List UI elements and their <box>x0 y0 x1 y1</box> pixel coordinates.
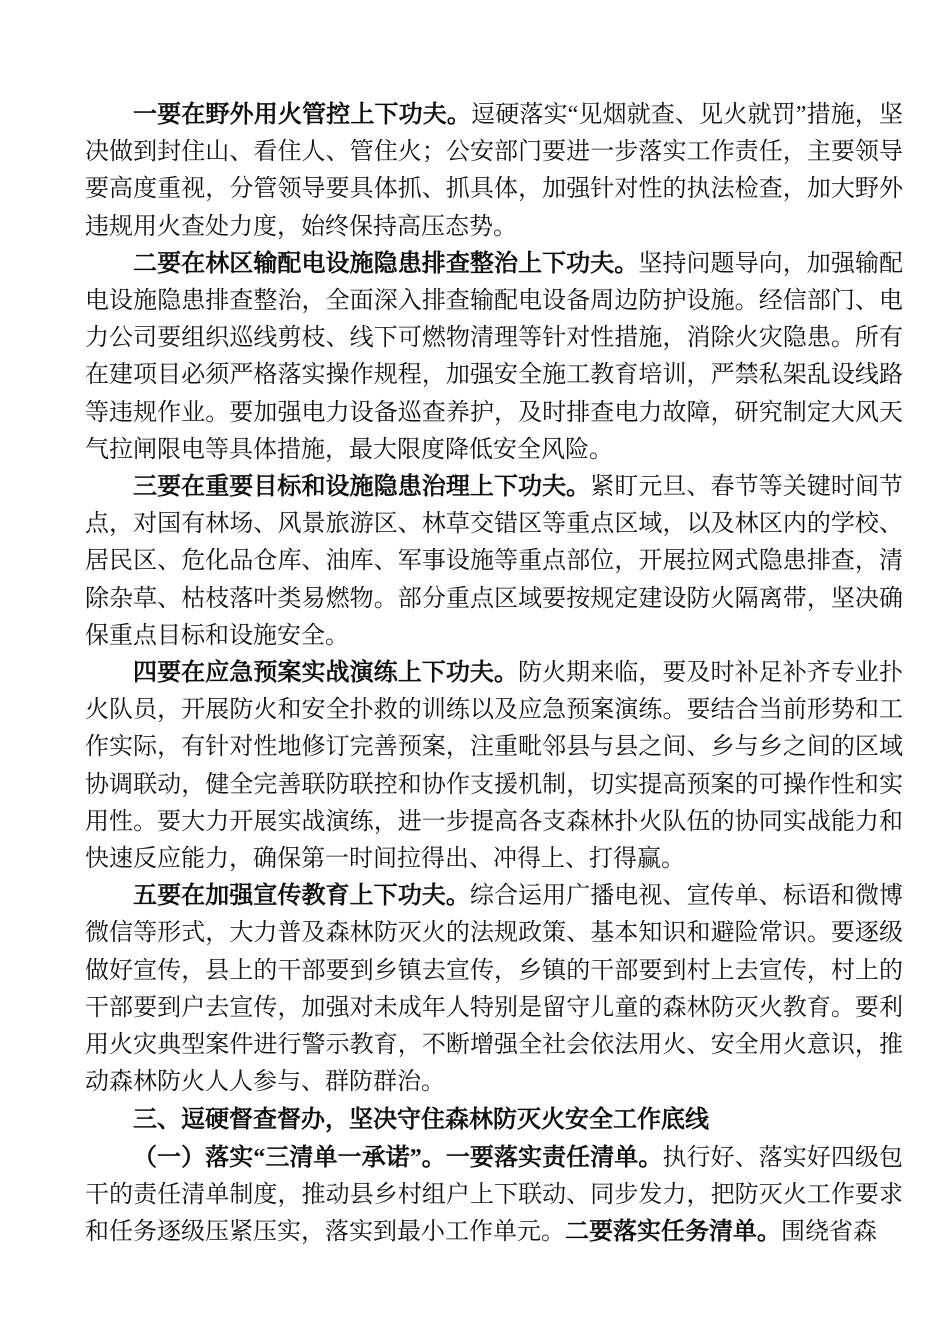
bold-run: 二要落实任务清单。 <box>565 1219 781 1246</box>
bold-run: 三要在重要目标和设施隐患治理上下功夫。 <box>133 474 591 501</box>
paragraph <box>85 97 903 246</box>
paragraph <box>85 1140 903 1252</box>
bold-run: （一）落实“三清单一承诺”。一要落实责任清单。 <box>133 1144 663 1171</box>
text-run: 执行好、落实好四级包干的责任清单制度，推动县乡村组户上下联动、同步发力，把防灭火工作要求和任务逐级压紧压实，落实到最小工作单元。 <box>85 1144 903 1246</box>
text-run: 逗硬落实“见烟就查、见火就罚”措施，坚决做到封住山、看住人、管住火；公安部门要进一步落实工作责任，主要领导要高度重视，分管领导要具体抓、抓具体，加强针对性的执法检查，加大野外违规用火查处力度，始终保持高压态势。 <box>85 102 904 240</box>
text-run: 综合运用广播电视、宣传单、标语和微博微信等形式，大力普及森林防灭火的法规政策、基本知识和避险常识。要逐级做好宣传，县上的干部要到乡镇去宣传，乡镇的干部要到村上去宣传，村上的干部要到户去宣传，加强对未成年人特别是留守儿童的森林防灭火教育。要利用火灾典型案件进行警示教育，不断增强全社会依法用火、安全用火意识，推动森林防火人人参与、群防群治。 <box>85 883 904 1096</box>
paragraph <box>85 246 903 469</box>
bold-run: 二要在林区输配电设施隐患排查整治上下功夫。 <box>133 250 639 277</box>
bold-run: 五要在加强宣传教育上下功夫。 <box>133 883 470 910</box>
text-run: 防火期来临，要及时补足补齐专业扑火队员，开展防火和安全扑救的训练以及应急预案演练。要结合当前形势和工作实际，有针对性地修订完善预案，注重毗邻县与县之间、乡与乡之间的区域协调联动，健全完善联防联控和协作支援机制，切实提高预案的可操作性和实用性。要大力开展实战演练，进一步提高各支森林扑火队伍的协同实战能力和快速反应能力，确保第一时间拉得出、冲得上、打得赢。 <box>85 660 903 873</box>
document-body <box>85 97 903 1251</box>
bold-run: 三、逗硬督查督办，坚决守住森林防灭火安全工作底线 <box>133 1106 709 1134</box>
paragraph <box>85 878 903 1101</box>
section-heading <box>85 1101 903 1139</box>
bold-run: 一要在野外用火管控上下功夫。 <box>133 102 472 128</box>
text-run: 坚持问题导向，加强输配电设施隐患排查整治，全面深入排查输配电设备周边防护设施。经信部门、电力公司要组织巡线剪枝、线下可燃物清理等针对性措施，消除火灾隐患。所有在建项目必须严格落实操作规程，加强安全施工教育培训，严禁私架乱设线路等违规作业。要加强电力设备巡查养护，及时排查电力故障，研究制定大风天气拉闸限电等具体措施，最大限度降低安全风险。 <box>85 250 904 463</box>
paragraph <box>85 469 903 655</box>
text-run: 紧盯元旦、春节等关键时间节点，对国有林场、风景旅游区、林草交错区等重点区域，以及林区内的学校、居民区、危化品仓库、油库、军事设施等重点部位，开展拉网式隐患排查，清除杂草、枯枝落叶类易燃物。部分重点区域要按规定建设防火隔离带，坚决确保重点目标和设施安全。 <box>85 474 904 649</box>
text-run: 围绕省森 <box>781 1219 877 1246</box>
paragraph <box>85 655 903 878</box>
bold-run: 四要在应急预案实战演练上下功夫。 <box>133 660 519 687</box>
